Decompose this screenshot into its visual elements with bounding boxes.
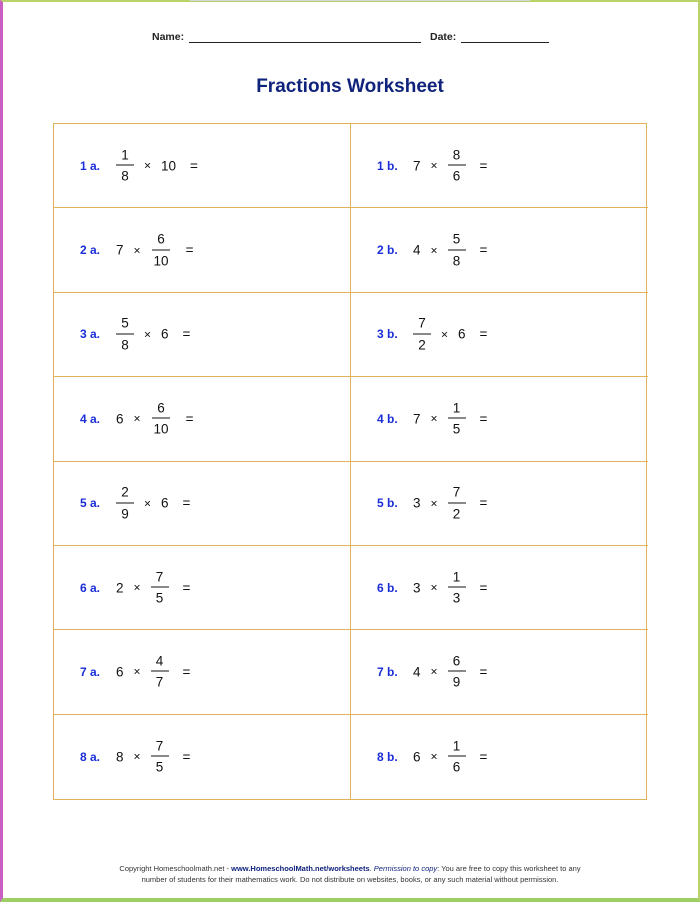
right-operand-denominator: 10 (153, 421, 169, 437)
footer-link[interactable]: www.HomeschoolMath.net/worksheets (231, 864, 370, 873)
multiply-sign: × (144, 327, 152, 342)
multiply-sign: × (144, 158, 152, 173)
problem-cell-8a (54, 715, 351, 799)
right-operand-whole-number: 6 (161, 495, 169, 511)
right-operand-denominator: 7 (155, 674, 164, 690)
problem-number: 1 a. (80, 158, 101, 173)
multiply-sign: × (430, 158, 438, 173)
left-operand-whole-number: 6 (116, 411, 124, 427)
right-operand-numerator: 6 (152, 401, 170, 419)
equals-sign: = (182, 749, 191, 765)
name-blank-line[interactable] (189, 42, 421, 43)
multiply-sign: × (133, 580, 141, 595)
right-operand-denominator: 3 (452, 590, 461, 606)
problem-number: 7 a. (80, 664, 101, 679)
problem-grid (53, 123, 647, 800)
problem-expression (413, 570, 487, 605)
right-operand-numerator: 6 (152, 233, 170, 251)
right-operand-fraction (448, 654, 466, 689)
right-operand-denominator: 5 (452, 421, 461, 437)
right-operand-numerator: 5 (448, 233, 466, 251)
left-operand-fraction (116, 148, 134, 183)
problem-cell-6b (351, 546, 648, 630)
multiply-sign: × (430, 580, 438, 595)
problem-number: 8 b. (377, 749, 398, 764)
left-operand-whole-number: 6 (413, 749, 421, 765)
right-operand-fraction (151, 570, 169, 605)
problem-number: 5 b. (377, 496, 398, 511)
left-operand-whole-number: 7 (116, 242, 124, 258)
right-operand-denominator: 6 (452, 759, 461, 775)
problem-number: 6 b. (377, 580, 398, 595)
footer-permission-label: Permission to copy (373, 864, 438, 873)
left-operand-whole-number: 7 (413, 411, 421, 427)
equals-sign: = (479, 664, 488, 680)
problem-cell-3a (54, 293, 351, 377)
left-operand-whole-number: 3 (413, 580, 421, 596)
right-operand-whole-number: 10 (161, 158, 177, 174)
problem-expression (413, 148, 487, 183)
problem-expression (413, 401, 487, 436)
equals-sign: = (479, 326, 488, 342)
date-label: Date: (430, 31, 457, 43)
left-operand-numerator: 1 (116, 148, 134, 166)
problem-cell-2a (54, 208, 351, 292)
problem-number: 6 a. (80, 580, 101, 595)
equals-sign: = (479, 411, 488, 427)
equals-sign: = (479, 158, 488, 174)
right-operand-fraction (448, 739, 466, 774)
right-operand-fraction (448, 486, 466, 521)
problem-expression (116, 486, 190, 521)
problem-expression (116, 654, 190, 689)
left-operand-whole-number: 6 (116, 664, 124, 680)
multiply-sign: × (133, 749, 141, 764)
left-operand-numerator: 5 (116, 317, 134, 335)
left-operand-whole-number: 3 (413, 495, 421, 511)
problem-number: 8 a. (80, 749, 101, 764)
top-rule (190, 0, 530, 1)
problem-number: 5 a. (80, 496, 101, 511)
left-operand-fraction (116, 317, 134, 352)
date-blank-line[interactable] (461, 42, 549, 43)
problem-expression (413, 317, 487, 352)
equals-sign: = (182, 326, 191, 342)
left-operand-whole-number: 7 (413, 158, 421, 174)
right-operand-numerator: 4 (151, 654, 169, 672)
problem-expression (116, 317, 190, 352)
problem-cell-1a (54, 124, 351, 208)
equals-sign: = (479, 495, 488, 511)
problem-expression (116, 570, 190, 605)
equals-sign: = (182, 580, 191, 596)
right-operand-numerator: 7 (151, 739, 169, 757)
problem-cell-1b (351, 124, 648, 208)
right-operand-whole-number: 6 (458, 326, 466, 342)
right-operand-fraction (448, 570, 466, 605)
right-operand-fraction (151, 739, 169, 774)
footer-permission-text: : You are free to copy this worksheet to any (437, 864, 581, 873)
equals-sign: = (182, 664, 191, 680)
problem-number: 3 a. (80, 327, 101, 342)
problem-cell-5b (351, 462, 648, 546)
left-operand-denominator: 8 (121, 168, 129, 184)
equals-sign: = (479, 242, 488, 258)
left-operand-numerator: 7 (413, 317, 431, 335)
problem-cell-5a (54, 462, 351, 546)
problem-cell-6a (54, 546, 351, 630)
right-operand-denominator: 5 (155, 759, 164, 775)
problem-cell-4b (351, 377, 648, 461)
right-operand-numerator: 6 (448, 654, 466, 672)
multiply-sign: × (430, 411, 438, 426)
multiply-sign: × (133, 664, 141, 679)
equals-sign: = (185, 411, 194, 427)
right-operand-denominator: 6 (452, 168, 461, 184)
right-operand-denominator: 9 (452, 674, 461, 690)
problem-number: 4 a. (80, 411, 101, 426)
equals-sign: = (190, 158, 198, 174)
right-operand-fraction (151, 654, 169, 689)
right-operand-numerator: 7 (448, 486, 466, 504)
footer-copyright: Copyright Homeschoolmath.net - (119, 864, 232, 873)
problem-cell-2b (351, 208, 648, 292)
multiply-sign: × (430, 664, 438, 679)
right-operand-numerator: 1 (448, 570, 466, 588)
problem-expression (413, 654, 487, 689)
problem-cell-4a (54, 377, 351, 461)
problem-number: 3 b. (377, 327, 398, 342)
left-operand-numerator: 2 (116, 486, 134, 504)
problem-number: 2 b. (377, 243, 398, 258)
worksheet-header (0, 30, 700, 46)
problem-expression (413, 233, 487, 268)
problem-expression (413, 739, 487, 774)
left-operand-whole-number: 4 (413, 664, 421, 680)
right-operand-numerator: 7 (151, 570, 169, 588)
right-operand-numerator: 1 (448, 401, 466, 419)
right-operand-denominator: 5 (155, 590, 164, 606)
problem-number: 4 b. (377, 411, 398, 426)
right-operand-whole-number: 6 (161, 326, 169, 342)
problem-number: 2 a. (80, 243, 101, 258)
problem-cell-7a (54, 630, 351, 714)
left-operand-fraction (116, 486, 134, 521)
equals-sign: = (479, 749, 488, 765)
name-label: Name: (152, 31, 185, 43)
multiply-sign: × (144, 496, 152, 511)
right-operand-fraction (151, 401, 172, 436)
left-operand-whole-number: 4 (413, 242, 421, 258)
multiply-sign: × (430, 496, 438, 511)
left-operand-whole-number: 2 (116, 580, 124, 596)
problem-expression (116, 233, 193, 268)
problem-expression (116, 401, 193, 436)
worksheet-title: Fractions Worksheet (256, 76, 444, 97)
problem-expression (116, 148, 198, 183)
copyright-footer (0, 863, 700, 885)
footer-separator: . (369, 864, 374, 873)
equals-sign: = (185, 242, 194, 258)
left-operand-denominator: 2 (418, 337, 426, 353)
problem-cell-3b (351, 293, 648, 377)
equals-sign: = (479, 580, 488, 596)
problem-expression (116, 739, 190, 774)
multiply-sign: × (133, 243, 141, 258)
footer-line-2: number of students for their mathematics work. Do not distribute on websites, books, or any such material without permission. (141, 875, 559, 884)
equals-sign: = (182, 495, 191, 511)
problem-number: 7 b. (377, 664, 398, 679)
right-operand-denominator: 8 (452, 253, 461, 269)
right-operand-denominator: 10 (153, 253, 169, 269)
problem-cell-7b (351, 630, 648, 714)
left-operand-denominator: 9 (121, 506, 129, 522)
right-operand-fraction (448, 401, 466, 436)
problem-number: 1 b. (377, 158, 398, 173)
right-operand-fraction (151, 233, 172, 268)
right-operand-denominator: 2 (452, 506, 461, 522)
footer-line-1 (0, 863, 700, 874)
problem-expression (413, 486, 487, 521)
left-operand-denominator: 8 (121, 337, 129, 353)
problem-cell-8b (351, 715, 648, 799)
left-operand-fraction (413, 317, 431, 352)
right-operand-fraction (448, 148, 466, 183)
multiply-sign: × (441, 327, 449, 342)
multiply-sign: × (430, 749, 438, 764)
multiply-sign: × (133, 411, 141, 426)
right-operand-numerator: 1 (448, 739, 466, 757)
right-operand-fraction (448, 233, 466, 268)
left-operand-whole-number: 8 (116, 749, 124, 765)
multiply-sign: × (430, 243, 438, 258)
right-operand-numerator: 8 (448, 148, 466, 166)
